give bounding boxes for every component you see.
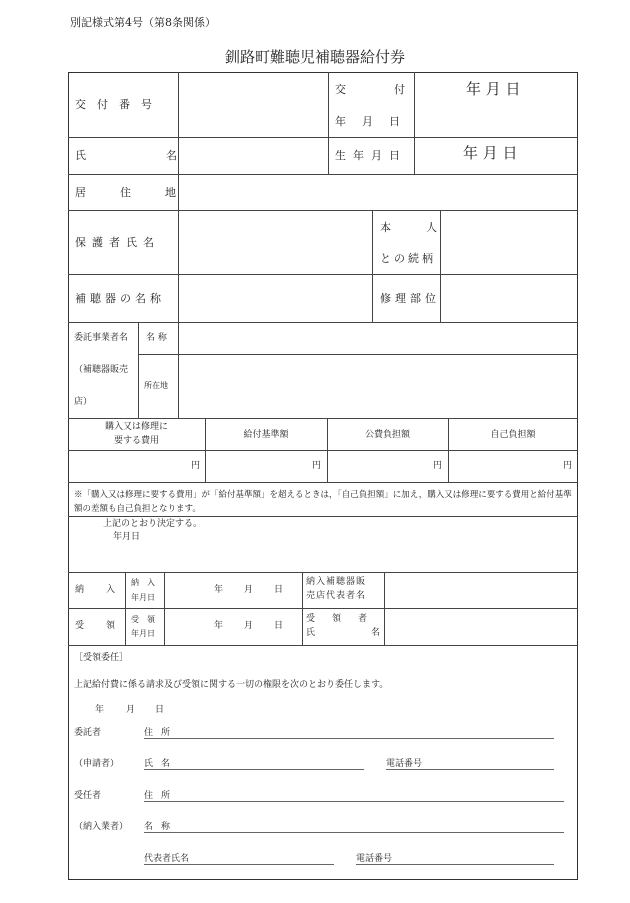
cost-header-public: 公費負担額 <box>364 430 410 440</box>
contractor-label: 委託事業者名 <box>74 333 129 343</box>
receipt-person-label: 受領者 <box>306 614 385 624</box>
delegation-day: 日 <box>155 705 165 715</box>
delegation-title: ［受領委任］ <box>74 653 129 663</box>
divider <box>302 572 303 645</box>
divider <box>178 322 179 418</box>
delivery-date-label: 年月日 <box>131 593 155 602</box>
relation-label-top: 本人 <box>380 221 472 234</box>
cost-unit: 円 <box>563 461 573 471</box>
applicant-label: （申請者） <box>74 759 120 769</box>
receipt-date-label: 年月日 <box>131 629 155 638</box>
delegatee-address-label: 住所 <box>144 791 179 801</box>
contractor-sub-label: （補聴器販売 <box>74 365 129 375</box>
device-name-label: 補聴器の名称 <box>75 292 165 305</box>
address-label: 居住地 <box>75 186 210 199</box>
form-reference: 別記様式第4号（第8条関係） <box>70 16 216 29</box>
decision-text: 上記のとおり決定する。 <box>103 519 203 529</box>
delivery-rep-label: 売店代表者名 <box>306 591 367 601</box>
vendor-rep-label: 代表者氏名 <box>144 854 190 864</box>
cost-header-self: 自己負担額 <box>490 430 536 440</box>
cost-unit: 円 <box>312 461 322 471</box>
delivery-month[interactable]: 月 <box>244 585 254 595</box>
divider <box>205 418 206 482</box>
delegation-statement: 上記給付費に係る請求及び受領に関する一切の権限を次のとおり委任します。 <box>74 680 389 690</box>
divider <box>125 572 126 645</box>
divider <box>138 354 578 355</box>
receipt-year[interactable]: 年 <box>214 621 224 631</box>
vendor-name-line[interactable] <box>144 832 564 833</box>
cost-header-purchase: 購入又は修理に <box>104 422 168 432</box>
page-title: 釧路町難聴児補聴器給付券 <box>224 48 405 66</box>
delegation-month: 月 <box>126 705 136 715</box>
decision-date: 年月日 <box>113 532 141 542</box>
contractor-name-label: 名 称 <box>146 333 167 343</box>
divider <box>68 137 578 138</box>
delegator-address-label: 住所 <box>144 728 179 738</box>
divider <box>68 608 578 609</box>
delivery-year[interactable]: 年 <box>214 585 224 595</box>
divider <box>448 418 449 482</box>
divider <box>68 174 578 175</box>
vendor-label: （納入業者） <box>74 822 129 832</box>
birthdate-label: 生年月日 <box>335 149 407 162</box>
receipt-label: 受領 <box>75 621 138 631</box>
guardian-label: 保護者氏名 <box>75 236 160 249</box>
birthdate-value[interactable]: 年 月 日 <box>463 144 518 162</box>
divider <box>68 210 578 211</box>
delegator-label: 委託者 <box>74 728 102 738</box>
divider <box>327 418 328 482</box>
delegatee-label: 受任者 <box>74 791 102 801</box>
vendor-phone-label: 電話番号 <box>356 854 393 864</box>
receipt-month[interactable]: 月 <box>244 621 254 631</box>
issue-date-value[interactable]: 年 月 日 <box>466 80 521 98</box>
divider <box>68 322 578 323</box>
divider <box>68 572 578 573</box>
contractor-address-label: 所在地 <box>144 381 168 390</box>
relation-label-bottom: との続柄 <box>380 252 436 265</box>
name-label: 氏名 <box>75 149 257 162</box>
repair-part-label: 修理部位 <box>380 292 440 305</box>
divider <box>68 274 578 275</box>
cost-unit: 円 <box>191 461 201 471</box>
receipt-date-label: 受領 <box>131 615 163 624</box>
divider <box>68 645 578 646</box>
delivery-date-label: 納入 <box>131 578 163 587</box>
vendor-name-label: 名称 <box>144 822 179 832</box>
delivery-label: 納入 <box>75 585 138 595</box>
issue-date-label-bottom: 年月日 <box>335 115 416 128</box>
issue-date-label-top: 交付 <box>335 83 453 96</box>
cost-note: ※「購入又は修理に要する費用」が「給付基準額」を超えるときは，「自己負担額」に加え，購入又は修理に要する費用と給付基準額の差額も自己負担となります。 <box>74 490 572 514</box>
cost-header-purchase: 要する費用 <box>113 436 159 446</box>
cost-unit: 円 <box>433 461 443 471</box>
divider <box>372 210 373 322</box>
issue-number-label: 交付番号 <box>75 98 163 111</box>
divider <box>68 482 578 483</box>
contractor-sub-label: 店） <box>74 397 93 407</box>
delegator-address-line[interactable] <box>144 738 554 739</box>
delegator-phone-line[interactable] <box>386 769 554 770</box>
divider <box>138 322 139 418</box>
delegation-year: 年 <box>95 705 105 715</box>
cost-header-standard: 給付基準額 <box>243 430 289 440</box>
delegator-name-line[interactable] <box>144 769 364 770</box>
divider <box>164 572 165 645</box>
vendor-phone-line[interactable] <box>356 864 554 865</box>
receipt-day[interactable]: 日 <box>274 621 284 631</box>
delivery-day[interactable]: 日 <box>274 585 284 595</box>
divider <box>68 450 578 451</box>
vendor-rep-line[interactable] <box>144 864 334 865</box>
receipt-person-label: 氏名 <box>306 628 437 638</box>
delegator-phone-label: 電話番号 <box>386 759 423 769</box>
divider <box>68 418 578 419</box>
delegator-name-label: 氏名 <box>144 759 179 769</box>
divider <box>68 516 578 517</box>
delegatee-address-line[interactable] <box>144 801 564 802</box>
delivery-rep-label: 納入補聴器販 <box>306 577 367 587</box>
